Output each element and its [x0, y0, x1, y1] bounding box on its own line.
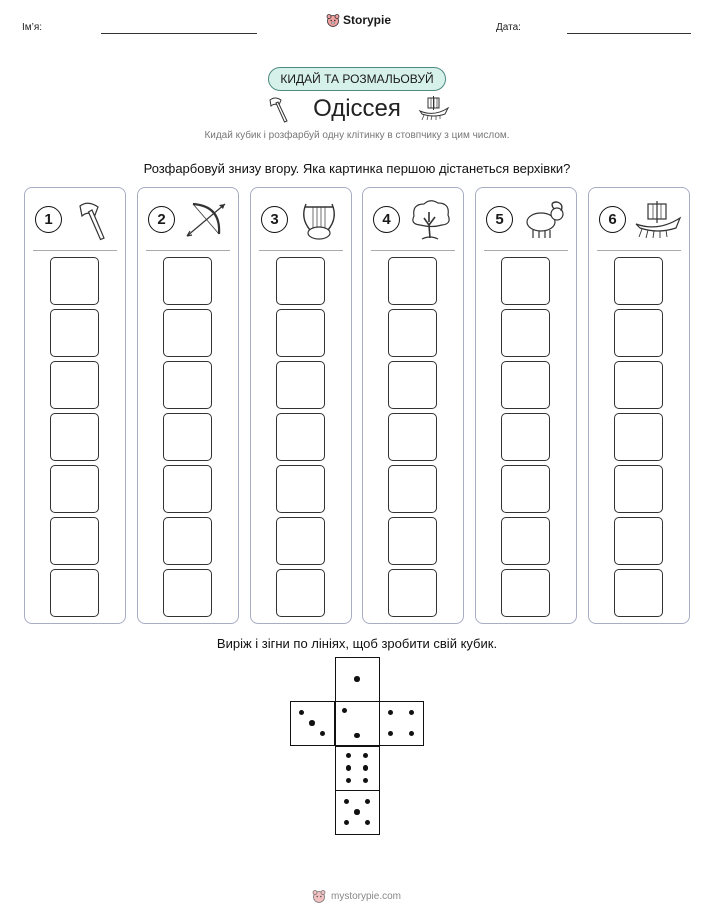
die-pip	[346, 765, 352, 771]
color-cell[interactable]	[163, 517, 212, 565]
color-cell[interactable]	[388, 413, 437, 461]
name-label: Ім’я:	[22, 22, 43, 33]
color-cell[interactable]	[276, 569, 325, 617]
column-1	[24, 187, 126, 624]
date-label: Дата:	[496, 22, 521, 33]
color-cell[interactable]	[163, 569, 212, 617]
column-number: 5	[486, 206, 513, 233]
color-cell[interactable]	[163, 413, 212, 461]
color-cell[interactable]	[388, 465, 437, 513]
color-cell[interactable]	[163, 309, 212, 357]
die-pip	[309, 720, 315, 726]
footer	[312, 889, 401, 903]
die-pip	[363, 778, 369, 784]
die-pip	[354, 809, 360, 815]
die-face	[335, 701, 380, 746]
color-cell[interactable]	[501, 361, 550, 409]
ram-icon	[521, 198, 569, 242]
color-cell[interactable]	[501, 517, 550, 565]
color-cell[interactable]	[50, 465, 99, 513]
color-cell[interactable]	[276, 413, 325, 461]
color-cell[interactable]	[163, 361, 212, 409]
column-divider	[371, 250, 455, 251]
greek-ship-icon	[418, 95, 450, 121]
die-pip	[409, 731, 415, 737]
color-cell[interactable]	[276, 309, 325, 357]
die-face	[379, 701, 424, 746]
brand-name: Storypie	[343, 13, 392, 27]
die-face	[335, 746, 380, 791]
color-cell[interactable]	[614, 309, 663, 357]
die-pip	[342, 708, 348, 714]
die-pip	[354, 733, 360, 739]
cut-instruction: Виріж і зігни по лініях, щоб зробити свій кубик.	[216, 636, 498, 651]
color-cell[interactable]	[50, 361, 99, 409]
die-pip	[363, 765, 369, 771]
column-6	[588, 187, 690, 624]
lyre-icon	[296, 198, 344, 242]
subtitle: Кидай кубик і розфарбуй одну клітинку в стовпчику з цим числом.	[204, 130, 510, 141]
column-divider	[259, 250, 343, 251]
die-pip	[409, 710, 415, 716]
column-4	[362, 187, 464, 624]
color-cell[interactable]	[276, 517, 325, 565]
die-face	[335, 657, 380, 702]
instruction-text: Розфарбовуй знизу вгору. Яка картинка першою дістанеться верхівки?	[143, 161, 571, 176]
column-number: 3	[261, 206, 288, 233]
column-number: 4	[373, 206, 400, 233]
color-cell[interactable]	[614, 361, 663, 409]
color-cell[interactable]	[614, 413, 663, 461]
column-divider	[33, 250, 117, 251]
olive-tree-icon	[408, 198, 456, 242]
die-pip	[344, 799, 350, 805]
color-cell[interactable]	[50, 413, 99, 461]
color-cell[interactable]	[50, 517, 99, 565]
die-pip	[363, 753, 369, 759]
greek-ship-icon	[634, 198, 682, 242]
color-cell[interactable]	[388, 569, 437, 617]
color-cell[interactable]	[501, 569, 550, 617]
die-pip	[388, 710, 394, 716]
column-2	[137, 187, 239, 624]
color-cell[interactable]	[388, 257, 437, 305]
column-divider	[484, 250, 568, 251]
color-cell[interactable]	[276, 257, 325, 305]
column-divider	[146, 250, 230, 251]
die-pip	[365, 799, 371, 805]
color-cell[interactable]	[614, 465, 663, 513]
color-cell[interactable]	[50, 257, 99, 305]
color-cell[interactable]	[50, 569, 99, 617]
footer-url[interactable]: mystorypie.com	[331, 890, 402, 902]
column-number: 6	[599, 206, 626, 233]
date-field-line[interactable]	[567, 33, 691, 34]
column-divider	[597, 250, 681, 251]
color-cell[interactable]	[501, 309, 550, 357]
color-cell[interactable]	[614, 569, 663, 617]
column-5	[475, 187, 577, 624]
die-pip	[299, 710, 305, 716]
color-cell[interactable]	[276, 465, 325, 513]
color-cell[interactable]	[388, 361, 437, 409]
column-3	[250, 187, 352, 624]
die-face	[335, 790, 380, 835]
page-title: Одіссея	[313, 95, 401, 122]
color-cell[interactable]	[501, 465, 550, 513]
storypie-logo-icon	[326, 13, 340, 27]
brand-logo	[326, 13, 391, 27]
color-cell[interactable]	[50, 309, 99, 357]
column-number: 1	[35, 206, 62, 233]
axe-icon	[70, 198, 118, 242]
color-cell[interactable]	[276, 361, 325, 409]
color-cell[interactable]	[388, 309, 437, 357]
color-cell[interactable]	[501, 413, 550, 461]
die-pip	[388, 731, 394, 737]
color-cell[interactable]	[614, 257, 663, 305]
column-number: 2	[148, 206, 175, 233]
color-cell[interactable]	[163, 465, 212, 513]
die-pip	[354, 676, 360, 682]
color-cell[interactable]	[501, 257, 550, 305]
die-pip	[320, 731, 326, 737]
die-face	[290, 701, 335, 746]
die-pip	[346, 753, 352, 759]
storypie-footer-icon	[312, 889, 326, 903]
color-cell[interactable]	[163, 257, 212, 305]
bow-arrow-icon	[183, 198, 231, 242]
activity-badge: КИДАЙ ТА РОЗМАЛЬОВУЙ	[268, 67, 446, 91]
die-pip	[344, 820, 350, 826]
die-pip	[365, 820, 371, 826]
name-field-line[interactable]	[101, 33, 257, 34]
color-cell[interactable]	[388, 517, 437, 565]
die-pip	[346, 778, 352, 784]
color-cell[interactable]	[614, 517, 663, 565]
